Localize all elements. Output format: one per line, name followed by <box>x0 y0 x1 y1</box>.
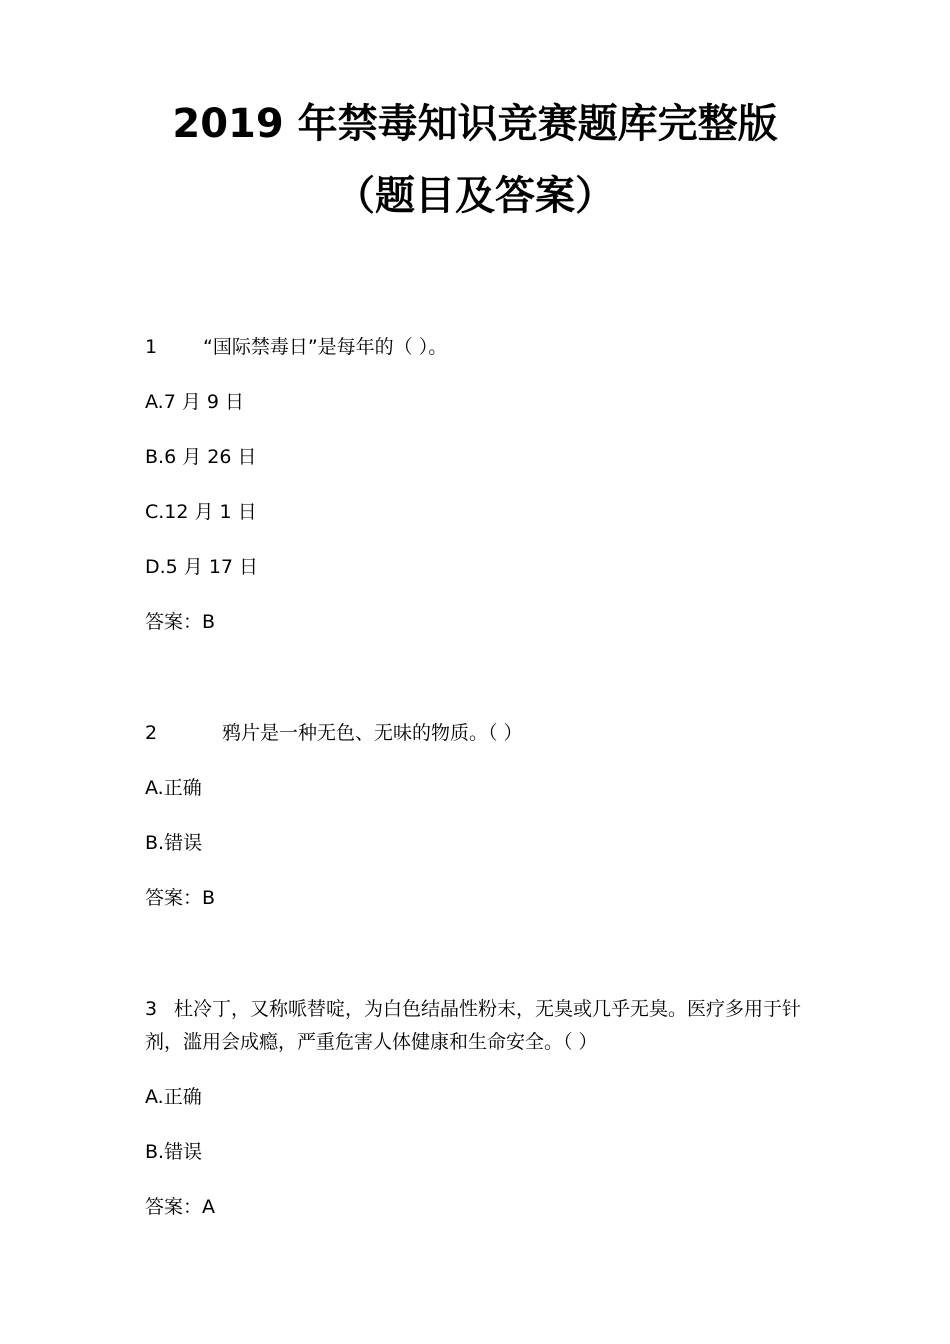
question-1-number: 1 <box>145 336 158 358</box>
question-3-option-b: B.错误 <box>145 1141 203 1163</box>
question-3-text-line-2: 剂，滥用会成瘾，严重危害人体健康和生命安全。（ ） <box>145 1031 598 1053</box>
question-1-option-c: C.12 月 1 日 <box>145 501 257 523</box>
question-3-number: 3 <box>145 998 158 1020</box>
question-3-stem-line-1 <box>145 997 801 1021</box>
question-1-option-a: A.7 月 9 日 <box>145 391 244 413</box>
question-2-answer: 答案：B <box>145 887 216 909</box>
question-1-stem <box>145 335 447 359</box>
question-1-text: “国际禁毒日”是每年的（ ）。 <box>203 336 448 358</box>
question-3-answer: 答案：A <box>145 1196 215 1218</box>
question-1-answer: 答案：B <box>145 611 216 633</box>
question-2-number: 2 <box>145 722 158 744</box>
document-title-line-1: 2019 年禁毒知识竞赛题库完整版 <box>172 101 778 147</box>
question-1-option-d: D.5 月 17 日 <box>145 556 259 578</box>
question-3-option-a: A.正确 <box>145 1086 202 1108</box>
question-3-text-line-1: 杜冷丁，又称哌替啶，为白色结晶性粉末，无臭或几乎无臭。医疗多用于针 <box>174 998 802 1020</box>
question-2-text: 鸦片是一种无色、无味的物质。（ ） <box>222 722 523 744</box>
question-2-option-b: B.错误 <box>145 832 203 854</box>
document-title-line-2: （题目及答案） <box>335 173 615 219</box>
question-2-stem <box>145 721 523 745</box>
question-2-option-a: A.正确 <box>145 777 202 799</box>
question-1-option-b: B.6 月 26 日 <box>145 446 257 468</box>
